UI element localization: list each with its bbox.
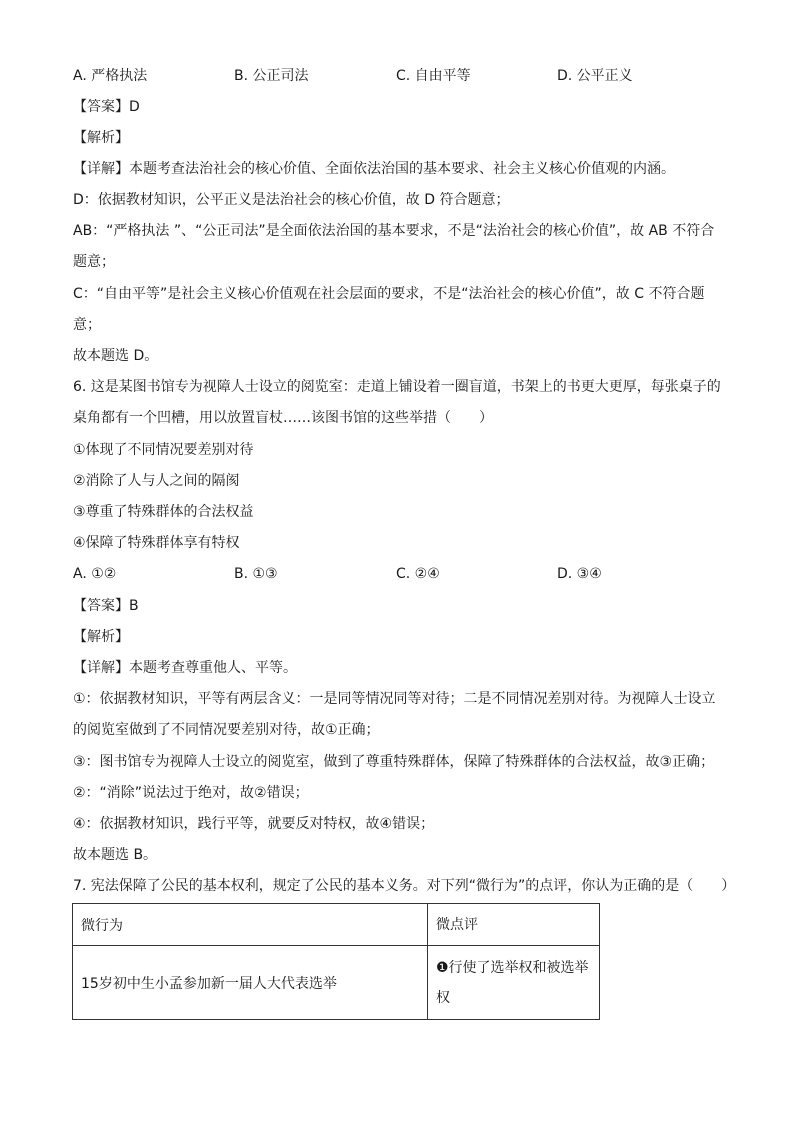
q6-answer: 【答案】B [73, 598, 139, 614]
q5-option-a: A. 严格执法 [73, 68, 148, 84]
q6-analysis-line: 【详解】本题考查尊重他人、平等。 [73, 660, 297, 676]
q6-analysis-line: ④：依据教材知识，践行平等，就要反对特权，故④错误； [73, 816, 435, 832]
q5-analysis-line: 题意； [73, 254, 115, 270]
q6-option-d: D. ③④ [557, 566, 602, 582]
table-header-cell: 微行为 [73, 904, 428, 946]
table-row [73, 946, 600, 1020]
q6-stem-line: 桌角都有一个凹槽，用以放置盲杖……该图书馆的这些举措（ ） [73, 410, 493, 426]
q5-analysis-line: 【详解】本题考查法治社会的核心价值、全面依法治国的基本要求、社会主义核心价值观的内涵。 [73, 161, 675, 177]
q6-analysis-label: 【解析】 [73, 629, 129, 645]
q6-analysis-line: 的阅览室做到了不同情况要差别对待，故①正确； [73, 722, 380, 738]
q6-statement: ④保障了特殊群体享有特权 [73, 535, 240, 551]
q6-analysis-line: 故本题选 B。 [73, 847, 158, 863]
table-header-row [73, 904, 600, 946]
q5-option-b: B. 公正司法 [234, 68, 309, 84]
q6-statement: ③尊重了特殊群体的合法权益 [73, 504, 254, 520]
q6-analysis-line: ①：依据教材知识，平等有两层含义：一是同等情况同等对待；二是不同情况差别对待。为视障人士设立 [73, 691, 716, 707]
q5-analysis-line: D：依据教材知识，公平正义是法治社会的核心价值，故 D 符合题意； [73, 192, 510, 208]
q6-analysis-line: ②：“消除”说法过于绝对，故②错误； [73, 785, 309, 801]
q5-analysis-line: 故本题选 D。 [73, 348, 159, 364]
q6-option-c: C. ②④ [396, 566, 440, 582]
q6-option-b: B. ①③ [234, 566, 278, 582]
q6-statement: ②消除了人与人之间的隔阂 [73, 473, 240, 489]
q5-analysis-line: 意； [73, 317, 101, 333]
q5-analysis-label: 【解析】 [73, 130, 129, 146]
q6-option-a: A. ①② [73, 566, 117, 582]
table-cell: ❶行使了选举权和被选举权 [428, 946, 600, 1020]
q5-option-c: C. 自由平等 [396, 68, 471, 84]
q6-stem-line: 6. 这是某图书馆专为视障人士设立的阅览室：走道上铺设着一圈盲道，书架上的书更大更厚，每张桌子的 [73, 379, 721, 395]
q7-stem: 7. 宪法保障了公民的基本权利，规定了公民的基本义务。对下列“微行为”的点评，你认为正确的是（ ） [73, 878, 736, 894]
q5-answer: 【答案】D [73, 99, 140, 115]
q5-option-d: D. 公平正义 [557, 68, 633, 84]
table-header-cell: 微点评 [428, 904, 600, 946]
q6-analysis-line: ③：图书馆专为视障人士设立的阅览室，做到了尊重特殊群体，保障了特殊群体的合法权益，故③正确； [73, 754, 715, 770]
q5-analysis-line: AB：“严格执法 ”、“公正司法”是全面依法治国的基本要求，不是“法治社会的核心价值”，故 AB 不符合 [73, 223, 715, 239]
q7-table [72, 903, 600, 1020]
q6-statement: ①体现了不同情况要差别对待 [73, 442, 254, 458]
q5-analysis-line: C：“自由平等”是社会主义核心价值观在社会层面的要求，不是“法治社会的核心价值”，故 C 不符合题 [73, 286, 705, 302]
table-cell: 15岁初中生小孟参加新一届人大代表选举 [73, 946, 428, 1020]
